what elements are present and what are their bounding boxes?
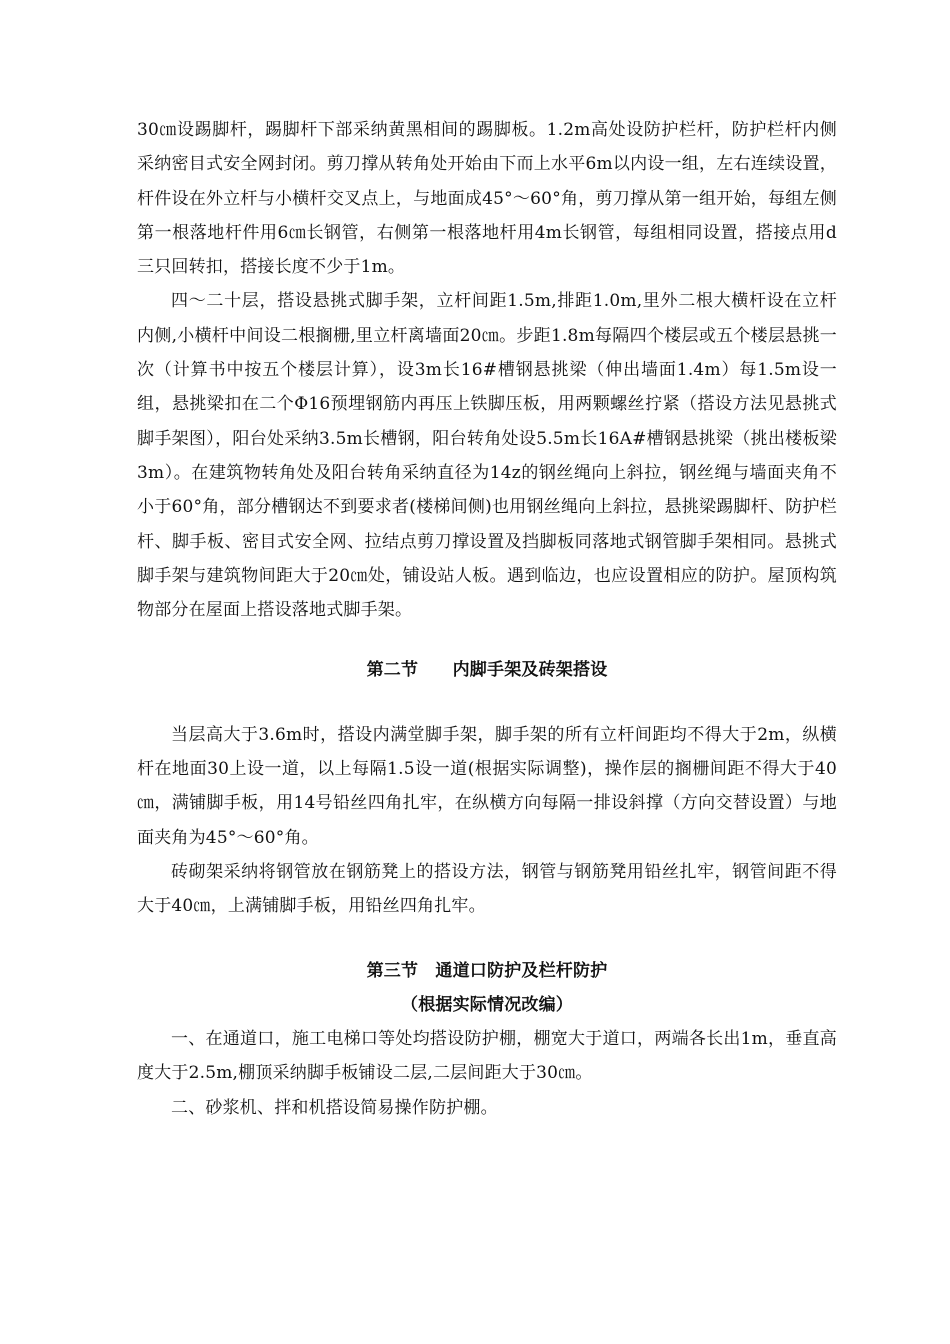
paragraph-mixer-shed: 二、砂浆机、拌和机搭设简易操作防护棚。	[171, 1097, 498, 1118]
paragraph-scaffold-bracing: 30㎝设踢脚杆，踢脚杆下部采纳黄黑相间的踢脚板。1.2m高处设防护栏杆，防护栏杆内侧采纳密目式安全网封闭。剪刀撑从转角处开始由下而上水平6m以内设一组，左右连续设置，杆件设在外立杆与小横杆交叉点上，与地面成45°～60°角，剪刀撑从第一组开始，每组左侧第一根落地杆件用6㎝长钢管，右侧第一根落地杆用4m长钢管，每组相同设置，搭接点用d三只回转扣，搭接长度不少于1m。	[137, 120, 837, 278]
section-heading-passage-protection: 第三节 通道口防护及栏杆防护	[366, 960, 608, 981]
paragraph-cantilever-scaffold: 四～二十层，搭设悬挑式脚手架，立杆间距1.5m,排距1.0m,里外二根大横杆设在立杆内侧,小横杆中间设二根搁栅,里立杆离墙面20㎝。步距1.8m每隔四个楼层或五个楼层悬挑一次（计算书中按五个楼层计算），设3m长16#槽钢悬挑梁（伸出墙面1.4m）每1.5m设一组，悬挑梁扣在二个Φ16预埋钢筋内再压上铁脚压板，用两颗螺丝拧紧（搭设方法见悬挑式脚手架图），阳台处采纳3.5m长槽钢，阳台转角处设5.5m长16A#槽钢悬挑梁（挑出楼板梁3m）。在建筑物转角处及阳台转角采纳直径为14z的钢丝绳向上斜拉，钢丝绳与墙面夹角不小于60°角，部分槽钢达不到要求者(楼梯间侧)也用钢丝绳向上斜拉，悬挑梁踢脚杆、防护栏杆、脚手板、密目式安全网、拉结点剪刀撑设置及挡脚板同落地式钢管脚手架相同。悬挑式脚手架与建筑物间距大于20㎝处，铺设站人板。遇到临边，也应设置相应的防护。屋顶构筑物部分在屋面上搭设落地式脚手架。	[137, 291, 837, 621]
paragraph-protective-shed: 一、在通道口，施工电梯口等处均搭设防护棚，棚宽大于道口，两端各长出1m，垂直高度大于2.5m,棚顶采纳脚手板铺设二层,二层间距大于30㎝。	[137, 1029, 837, 1084]
paragraph-masonry-frame: 砖砌架采纳将钢管放在钢筋凳上的搭设方法，钢管与钢筋凳用铅丝扎牢，钢管间距不得大于40㎝，上满铺脚手板，用铅丝四角扎牢。	[137, 861, 837, 917]
document-body	[137, 113, 837, 1125]
paragraph-full-hall-scaffold: 当层高大于3.6m时，搭设内满堂脚手架，脚手架的所有立杆间距均不得大于2m，纵横杆在地面30上设一道，以上每隔1.5设一道(根据实际调整)，操作层的搁栅间距不得大于40㎝，满铺脚手板，用14号铅丝四角扎牢，在纵横方向每隔一排设斜撑（方向交替设置）与地面夹角为45°～60°角。	[137, 724, 837, 848]
section-subtitle: （根据实际情况改编）	[401, 994, 573, 1015]
section-heading-internal-scaffold: 第二节 内脚手架及砖架搭设	[366, 660, 608, 681]
